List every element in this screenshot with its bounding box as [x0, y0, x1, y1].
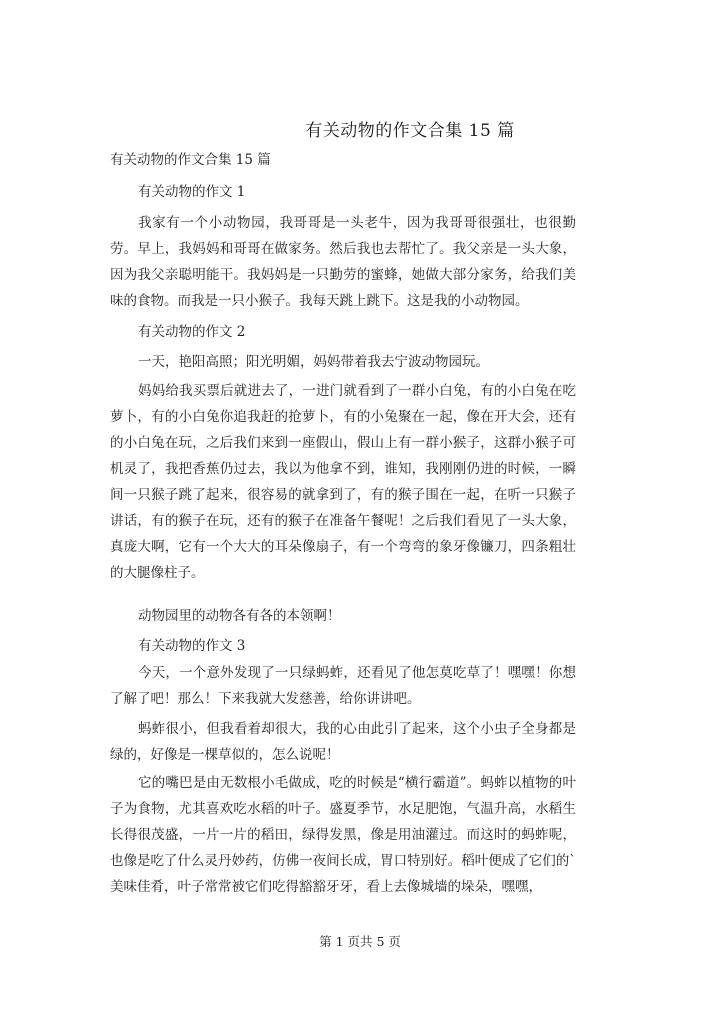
section-heading-3: 有关动物的作文 3 — [138, 638, 246, 654]
document-subtitle: 有关动物的作文合集 15 篇 — [110, 152, 271, 168]
section-heading-1: 有关动物的作文 1 — [138, 184, 246, 200]
section-3-paragraph-1: 今天，一个意外发现了一只绿蚂蚱，还看见了他怎莫吃草了！嘿嘿！你想了解了吧！那么！下来我就大发慈善，给你讲讲吧。 — [110, 665, 576, 707]
page-footer: 第 1 页共 5 页 — [319, 934, 401, 949]
section-3-paragraph-3: 它的嘴巴是由无数根小毛做成，吃的时候是“横行霸道”。蚂蚱以植物的叶子为食物，尤其喜欢吃水稻的叶子。盛夏季节，水足肥饱，气温升高，水稻生长得很茂盛，一片一片的稻田，绿得发黑，像是用油灌过。而这时的蚂蚱呢，也像是吃了什么灵丹妙药，仿佛一夜间长成，胃口特别好。稻叶便成了它们的`美味佳肴，叶子常常被它们吃得豁豁牙牙，看上去像城墙的垛朵，嘿嘿， — [110, 775, 576, 895]
section-1-paragraph-1: 我家有一个小动物园，我哥哥是一头老牛，因为我哥哥很强壮，也很勤劳。早上，我妈妈和哥哥在做家务。然后我也去帮忙了。我父亲是一头大象，因为我父亲聪明能干。我妈妈是一只勤劳的蜜蜂，她做大部分家务，给我们美味的食物。而我是一只小猴子。我每天跳上跳下。这是我的小动物园。 — [110, 215, 576, 309]
section-2-paragraph-3: 动物园里的动物各有各的本领啊！ — [138, 608, 341, 624]
section-heading-2: 有关动物的作文 2 — [138, 324, 246, 340]
section-2-paragraph-1: 一天，艳阳高照；阳光明媚，妈妈带着我去宁波动物园玩。 — [138, 354, 489, 370]
section-3-paragraph-2: 蚂蚱很小，但我看着却很大，我的心由此引了起来，这个小虫子全身都是绿的，好像是一棵草似的，怎么说呢！ — [110, 721, 576, 763]
document-title: 有关动物的作文合集 15 篇 — [305, 121, 515, 141]
section-2-paragraph-2: 妈妈给我买票后就进去了，一进门就看到了一群小白兔，有的小白兔在吃萝卜，有的小白兔你追我赶的抢萝卜，有的小兔聚在一起，像在开大会，还有的小白兔在玩，之后我们来到一座假山，假山上有一群小猴子，这群小猴子可机灵了，我把香蕉仍过去，我以为他拿不到，谁知，我刚刚仍进的时候，一瞬间一只猴子跳了起来，很容易的就拿到了，有的猴子围在一起，在听一只猴子讲话，有的猴子在玩，还有的猴子在准备午餐呢！之后我们看见了一头大象，真庞大啊，它有一个大大的耳朵像扇子，有一个弯弯的象牙像镰刀，四条粗壮的大腿像柱子。 — [110, 383, 576, 581]
